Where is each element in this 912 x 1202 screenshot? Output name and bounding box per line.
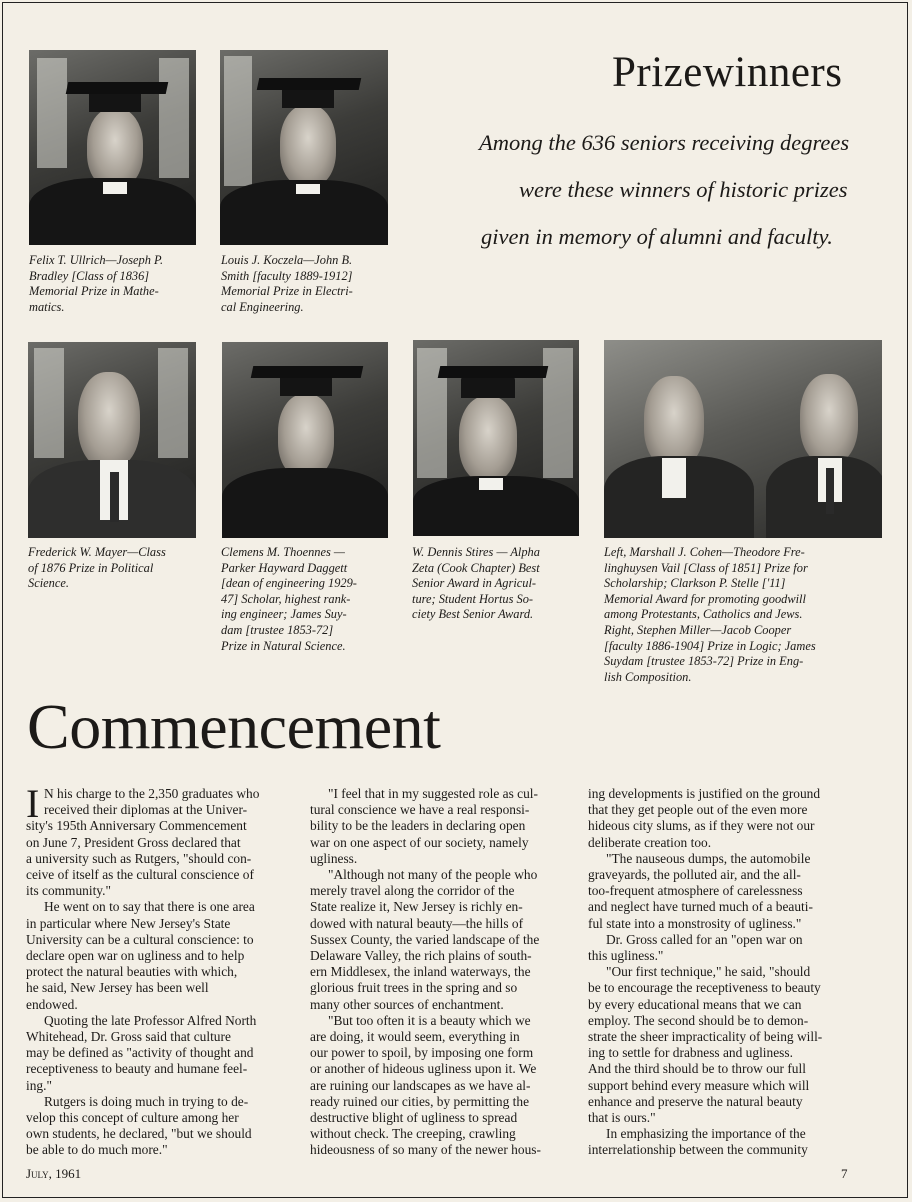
article-line: on June 7, President Gross declared that bbox=[26, 834, 241, 850]
caption-felix-ullrich: Felix T. Ullrich—Joseph P. Bradley [Class of 1836] Memorial Prize in Mathe- matics. bbox=[29, 253, 164, 314]
article-line: too-frequent atmosphere of carelessness bbox=[588, 883, 803, 899]
article-line: tural conscience we have a real responsi- bbox=[310, 802, 530, 818]
article-line: be able to do much more." bbox=[26, 1142, 168, 1158]
article-line: Whitehead, Dr. Gross said that culture bbox=[26, 1029, 231, 1045]
article-line: and neglect have turned much of a beauti- bbox=[588, 899, 813, 915]
article-heading: Commencement bbox=[27, 691, 441, 762]
article-line: State realize it, New Jersey is richly en- bbox=[310, 899, 523, 915]
article-line: hideousness of so many of the newer hous- bbox=[310, 1142, 541, 1158]
article-line: In emphasizing the importance of the bbox=[606, 1126, 806, 1142]
article-line: employ. The second should be to demon- bbox=[588, 1012, 809, 1028]
photo-dennis-stires bbox=[413, 340, 579, 536]
article-line: war on one aspect of our society, namely bbox=[310, 834, 529, 850]
article-line: a university such as Rutgers, "should con- bbox=[26, 850, 252, 866]
article-line: ugliness. bbox=[310, 850, 358, 866]
article-line: graveyards, the polluted air, and the all- bbox=[588, 867, 801, 883]
page-title: Prizewinners bbox=[612, 49, 843, 96]
article-line: deliberate creation too. bbox=[588, 834, 712, 850]
article-line: are ruining our landscapes as we have al- bbox=[310, 1077, 531, 1093]
article-line: glorious fruit trees in the spring and so bbox=[310, 980, 518, 996]
article-line: that is ours." bbox=[588, 1110, 656, 1126]
article-line: he said, New Jersey has been well bbox=[26, 980, 209, 996]
caption-dennis-stires: W. Dennis Stires — Alpha Zeta (Cook Chapter) Best Senior Award in Agricul- ture; Student Hortus So- ciety Best Senior Award. bbox=[412, 545, 540, 622]
article-line: "The nauseous dumps, the automobile bbox=[606, 850, 811, 866]
article-line: destructive blight of ugliness to spread bbox=[310, 1110, 518, 1126]
article-line: bility to be the leaders in declaring open bbox=[310, 818, 526, 834]
article-line: ful state into a monstrosity of ugliness." bbox=[588, 915, 802, 931]
subtitle-line-2: were these winners of historic prizes bbox=[519, 177, 848, 202]
article-line: enhance and preserve the natural beauty bbox=[588, 1093, 803, 1109]
article-line: Quoting the late Professor Alfred North bbox=[44, 1012, 257, 1028]
article-line: And the third should be to throw our full bbox=[588, 1061, 806, 1077]
article-line: N his charge to the 2,350 graduates who bbox=[44, 786, 260, 801]
photo-frederick-mayer bbox=[28, 342, 196, 538]
article-line: received their diplomas at the Univer- bbox=[44, 802, 248, 818]
footer-page-number: 7 bbox=[841, 1166, 848, 1181]
article-line: hideous city slums, as if they were not our bbox=[588, 818, 815, 834]
article-line: receptiveness to beauty and humane feel- bbox=[26, 1061, 248, 1077]
article-line: "Although not many of the people who bbox=[328, 867, 538, 883]
drop-cap: I bbox=[26, 781, 40, 826]
photo-felix-ullrich bbox=[29, 50, 196, 245]
article-line: "I feel that in my suggested role as cul- bbox=[328, 786, 538, 801]
article-line: "Our first technique," he said, "should bbox=[606, 964, 811, 980]
article-line: be to encourage the receptiveness to beauty bbox=[588, 980, 821, 996]
article-line: protect the natural beauties with which, bbox=[26, 964, 238, 980]
article-line: by every educational means that we can bbox=[588, 996, 802, 1012]
caption-louis-koczela: Louis J. Koczela—John B. Smith [faculty 1889-1912] Memorial Prize in Electri- cal Engineering. bbox=[221, 253, 353, 314]
article-line: endowed. bbox=[26, 996, 78, 1012]
article-line: strate the sheer impracticality of being will- bbox=[588, 1029, 823, 1045]
article-line: without check. The creeping, crawling bbox=[310, 1126, 516, 1142]
article-line: ing developments is justified on the ground bbox=[588, 786, 821, 801]
article-column-2 bbox=[310, 786, 541, 1159]
subtitle-line-3: given in memory of alumni and faculty. bbox=[481, 224, 833, 249]
article-column-3 bbox=[588, 786, 822, 1159]
article-line: ing to settle for drabness and ugliness. bbox=[588, 1045, 793, 1061]
article-line: Dr. Gross called for an "open war on bbox=[606, 931, 803, 947]
article-line: ing." bbox=[26, 1077, 52, 1093]
photo-louis-koczela bbox=[220, 50, 388, 245]
article-line: in particular where New Jersey's State bbox=[26, 915, 231, 931]
article-line: declare open war on ugliness and to help bbox=[26, 948, 245, 964]
article-line: He went on to say that there is one area bbox=[44, 899, 255, 915]
photo-cohen-and-miller bbox=[604, 340, 882, 538]
article-line: sity's 195th Anniversary Commencement bbox=[26, 818, 247, 834]
article-line: or another of hideous ugliness upon it. We bbox=[310, 1061, 537, 1077]
caption-clemens-thoennes: Clemens M. Thoennes — Parker Hayward Daggett [dean of engineering 1929- 47] Scholar, highest rank- ing engineer; James Suy- dam [trustee 1853-72] Prize in Natural Science. bbox=[221, 545, 357, 653]
article-line: its community." bbox=[26, 883, 111, 899]
caption-frederick-mayer: Frederick W. Mayer—Class of 1876 Prize in Political Science. bbox=[28, 545, 166, 591]
footer-date: July, 1961 bbox=[26, 1166, 82, 1181]
article-line: ceive of itself as the cultural conscience of bbox=[26, 867, 254, 883]
article-column-1 bbox=[26, 781, 260, 1159]
subtitle-line-1: Among the 636 seniors receiving degrees bbox=[479, 130, 850, 155]
article-line: Sussex County, the varied landscape of the bbox=[310, 931, 540, 947]
article-line: "But too often it is a beauty which we bbox=[328, 1012, 531, 1028]
article-line: this ugliness." bbox=[588, 948, 664, 964]
article-line: are doing, it would seem, everything in bbox=[310, 1029, 520, 1045]
article-line: velop this concept of culture among her bbox=[26, 1110, 239, 1126]
caption-cohen-and-miller: Left, Marshall J. Cohen—Theodore Fre- linghuysen Vail [Class of 1851] Prize for Scholarship; Clarkson P. Stelle ['11] Memorial Award for promoting goodwill among Protestants, Catholics and Jews. Right, Stephen Miller—Jacob Cooper [faculty 1886-1904] Prize in Logic; James Suydam [trustee 1853-72] Prize in Eng- lish Composition. bbox=[604, 545, 816, 684]
article-line: ern Middlesex, the inland waterways, the bbox=[310, 964, 531, 980]
article-line: our power to spoil, by imposing one form bbox=[310, 1045, 534, 1061]
article-line: dowed with natural beauty—the hills of bbox=[310, 915, 524, 931]
article-line: interrelationship between the community bbox=[588, 1142, 808, 1158]
article-line: University can be a cultural conscience: to bbox=[26, 931, 254, 947]
article-line: ready ruined our cities, by permitting the bbox=[310, 1093, 530, 1109]
article-line: Delaware Valley, the rich plains of south- bbox=[310, 948, 532, 964]
article-line: support behind every measure which will bbox=[588, 1077, 810, 1093]
article-line: many other sources of enchantment. bbox=[310, 996, 504, 1012]
article-line: merely travel along the corridor of the bbox=[310, 883, 515, 899]
photo-clemens-thoennes bbox=[222, 342, 388, 538]
article-line: own students, he declared, "but we should bbox=[26, 1126, 252, 1142]
article-line: Rutgers is doing much in trying to de- bbox=[44, 1093, 249, 1109]
article-line: that they get people out of the even more bbox=[588, 802, 808, 818]
article-line: may be defined as "activity of thought and bbox=[26, 1045, 254, 1061]
